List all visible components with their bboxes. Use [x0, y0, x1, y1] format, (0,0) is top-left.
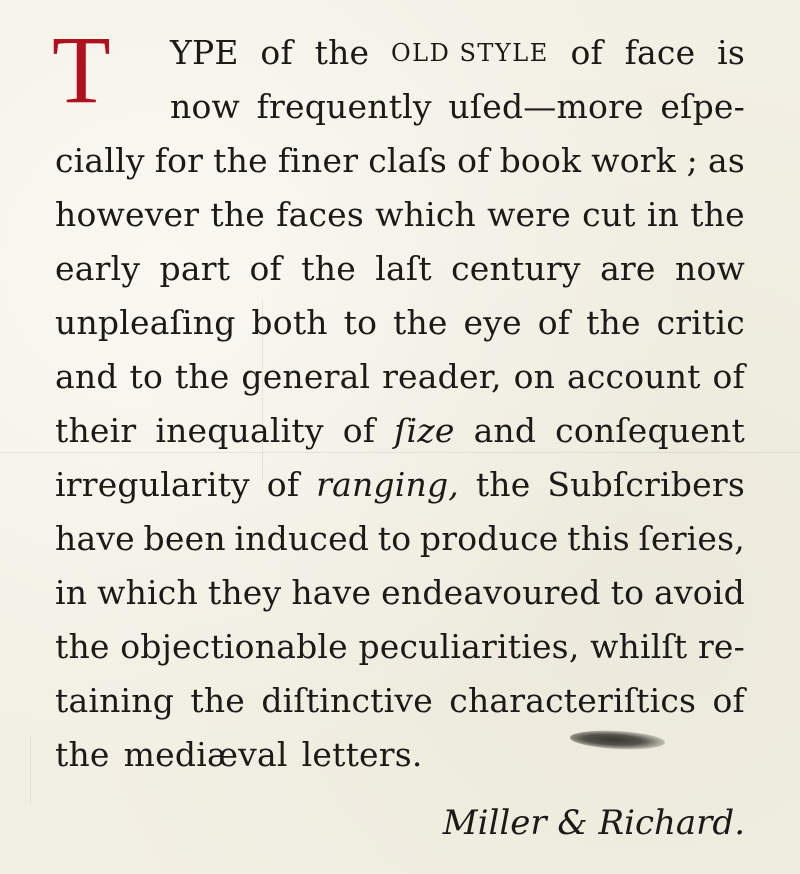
word: the: [210, 195, 266, 234]
word: irregularity: [55, 465, 250, 504]
word: to: [129, 357, 164, 396]
word: are: [600, 249, 656, 288]
word: the: [55, 627, 110, 666]
word: both: [251, 303, 328, 342]
word: century: [451, 249, 581, 288]
word: of: [266, 465, 300, 504]
word: Subſcribers: [547, 465, 745, 504]
word: of: [457, 141, 490, 180]
word: have: [291, 573, 372, 612]
word: the: [393, 303, 448, 342]
word: diſtinctive: [261, 681, 433, 720]
text-line-1: [170, 26, 745, 80]
word: of: [249, 249, 282, 288]
word: which: [97, 573, 198, 612]
word: of: [570, 33, 603, 72]
word: laſt: [375, 249, 432, 288]
word: re-: [697, 627, 745, 666]
text-line-14: [55, 728, 745, 782]
word: taining: [55, 681, 175, 720]
word: is: [717, 33, 745, 72]
word: to: [610, 573, 645, 612]
word: to: [343, 303, 378, 342]
text-line-4: [55, 188, 745, 242]
text-line-10: [55, 512, 745, 566]
word: for: [154, 141, 204, 180]
word: general: [241, 357, 371, 396]
word: uſed—more: [448, 87, 644, 126]
word: the: [314, 33, 370, 72]
word: faces: [276, 195, 365, 234]
word: however: [55, 195, 200, 234]
word: avoid: [654, 573, 745, 612]
word: ſeries,: [638, 519, 745, 558]
word: of: [260, 33, 293, 72]
word: were: [487, 195, 571, 234]
word: in: [646, 195, 680, 234]
word: reader,: [382, 357, 502, 396]
word: letters.: [301, 735, 423, 774]
text-line-13: [55, 674, 745, 728]
word: eſpe-: [660, 87, 745, 126]
word: and: [55, 357, 118, 396]
word: of: [712, 357, 745, 396]
paper-crease: [30, 735, 31, 805]
word: the: [475, 465, 531, 504]
word-italic: ranging,: [316, 465, 459, 504]
word: part: [159, 249, 231, 288]
word: characteriſtics: [449, 681, 697, 720]
text-line-7: [55, 350, 745, 404]
word: the: [690, 195, 745, 234]
word: YPE: [170, 33, 239, 72]
word: claſs: [368, 141, 448, 180]
text-line-3: [55, 134, 745, 188]
word: as: [707, 141, 745, 180]
word: conſequent: [555, 411, 745, 450]
word: face: [624, 33, 696, 72]
signature: Miller & Richard.: [442, 803, 745, 843]
text-line-6: [55, 296, 745, 350]
word: this: [567, 519, 630, 558]
word: to: [377, 519, 412, 558]
word: of: [712, 681, 745, 720]
text-line-9: [55, 458, 745, 512]
dropcap-letter: T: [52, 16, 111, 123]
word: the: [301, 249, 356, 288]
word: of: [537, 303, 571, 342]
word: finer: [277, 141, 359, 180]
text-line-12: [55, 620, 745, 674]
word: endeavoured: [381, 573, 601, 612]
word: eye: [463, 303, 522, 342]
word: the: [174, 357, 230, 396]
word: peculiarities,: [358, 627, 580, 666]
word: of: [342, 411, 376, 450]
word: now: [674, 249, 745, 288]
word: the: [213, 141, 268, 180]
word: book: [499, 141, 582, 180]
word: they: [207, 573, 282, 612]
word: produce: [419, 519, 559, 558]
word: the: [190, 681, 246, 720]
word: critic: [656, 303, 745, 342]
word: objectionable: [120, 627, 348, 666]
word: been: [143, 519, 226, 558]
word: cially: [55, 141, 145, 180]
word: have: [55, 519, 135, 558]
word: inequality: [155, 411, 324, 450]
word: work ;: [591, 141, 698, 180]
word: and: [473, 411, 537, 450]
word-italic: ſize: [394, 411, 455, 450]
word: the: [586, 303, 641, 342]
word: cut: [582, 195, 636, 234]
word: whilſt: [590, 627, 688, 666]
text-line-8: [55, 404, 745, 458]
text-line-5: [55, 242, 745, 296]
word: which: [375, 195, 476, 234]
word: account: [566, 357, 701, 396]
word: induced: [234, 519, 370, 558]
text-line-11: [55, 566, 745, 620]
word: mediæval: [123, 735, 288, 774]
word: early: [55, 249, 141, 288]
word: their: [55, 411, 137, 450]
word: in: [55, 573, 88, 612]
word: the: [55, 735, 110, 774]
word: OLD STYLE: [390, 39, 549, 67]
word: frequently: [256, 87, 432, 126]
word: unpleaſing: [55, 303, 236, 342]
word: now: [170, 87, 240, 126]
word: on: [513, 357, 556, 396]
text-line-2: [170, 80, 745, 134]
